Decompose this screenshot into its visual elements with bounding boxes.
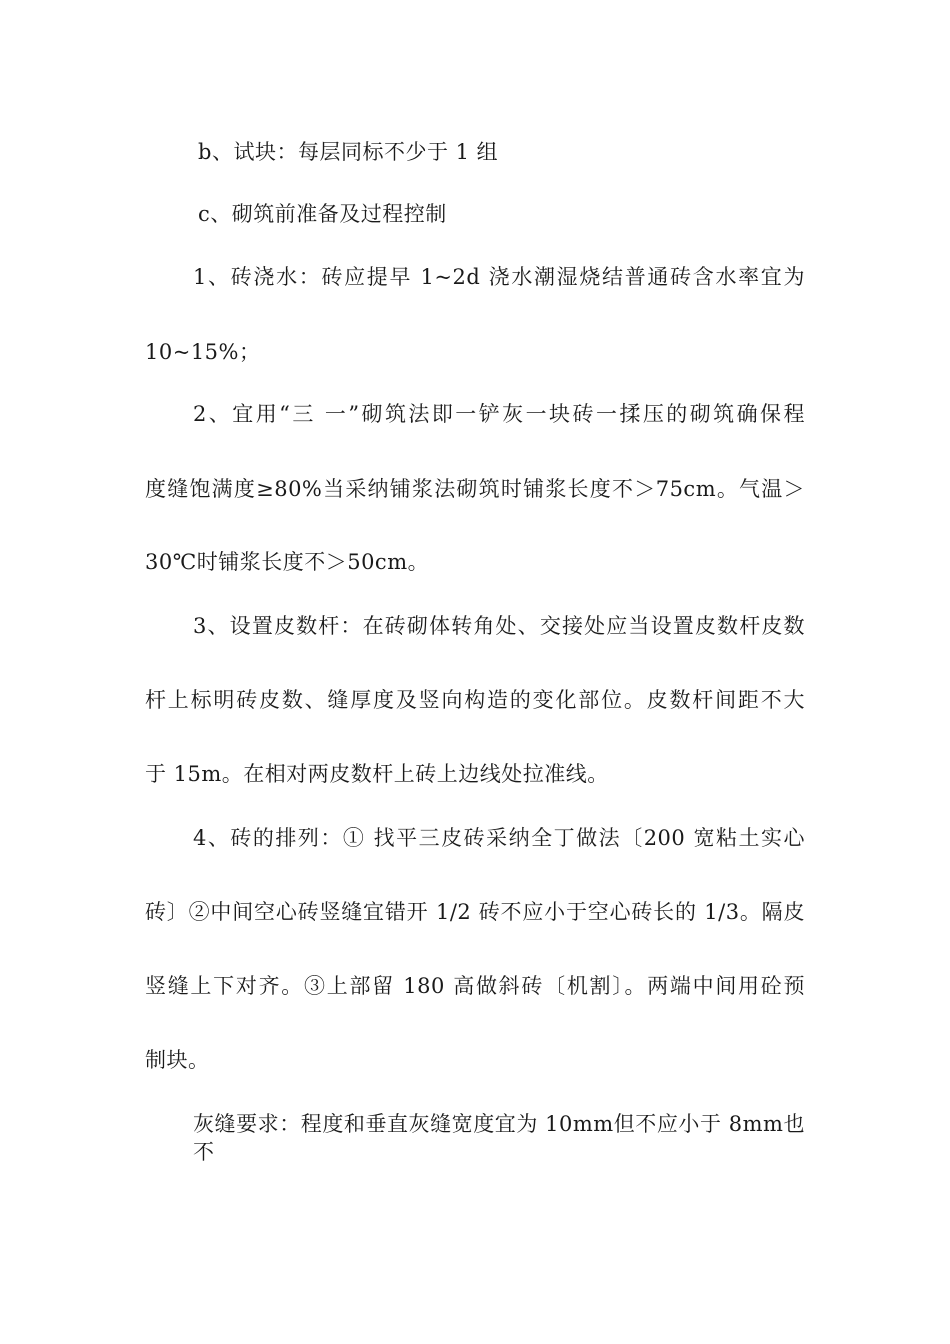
text-line: c、砌筑前准备及过程控制	[198, 202, 447, 226]
text-line: 4、砖的排列：① 找平三皮砖采纳全丁做法〔200 宽粘土实心	[193, 826, 805, 850]
text-line: 10~15%；	[145, 340, 261, 364]
text-line: 砖〕②中间空心砖竖缝宜错开 1/2 砖不应小于空心砖长的 1/3。隔皮	[145, 900, 805, 924]
text-line: 度缝饱满度≥80%当采纳铺浆法砌筑时铺浆长度不＞75cm。气温＞	[145, 477, 805, 501]
text-line: 30℃时铺浆长度不＞50cm。	[145, 550, 430, 574]
text-line: b、试块：每层同标不少于 1 组	[198, 140, 499, 164]
text-line: 杆上标明砖皮数、缝厚度及竖向构造的变化部位。皮数杆间距不大	[145, 688, 805, 712]
text-line: 1、砖浇水：砖应提早 1~2d 浇水潮湿烧结普通砖含水率宜为	[193, 265, 805, 289]
text-line: 竖缝上下对齐。③上部留 180 高做斜砖〔机割〕。两端中间用砼预	[145, 974, 805, 998]
text-line: 制块。	[145, 1048, 210, 1072]
text-line: 灰缝要求：程度和垂直灰缝宽度宜为 10mm但不应小于 8mm也不	[193, 1112, 805, 1164]
text-line: 于 15m。在相对两皮数杆上砖上边线处拉准线。	[145, 762, 609, 786]
text-line: 2、宜用“三 一”砌筑法即一铲灰一块砖一揉压的砌筑确保程	[193, 402, 805, 426]
text-line: 3、设置皮数杆：在砖砌体转角处、交接处应当设置皮数杆皮数	[193, 614, 805, 638]
